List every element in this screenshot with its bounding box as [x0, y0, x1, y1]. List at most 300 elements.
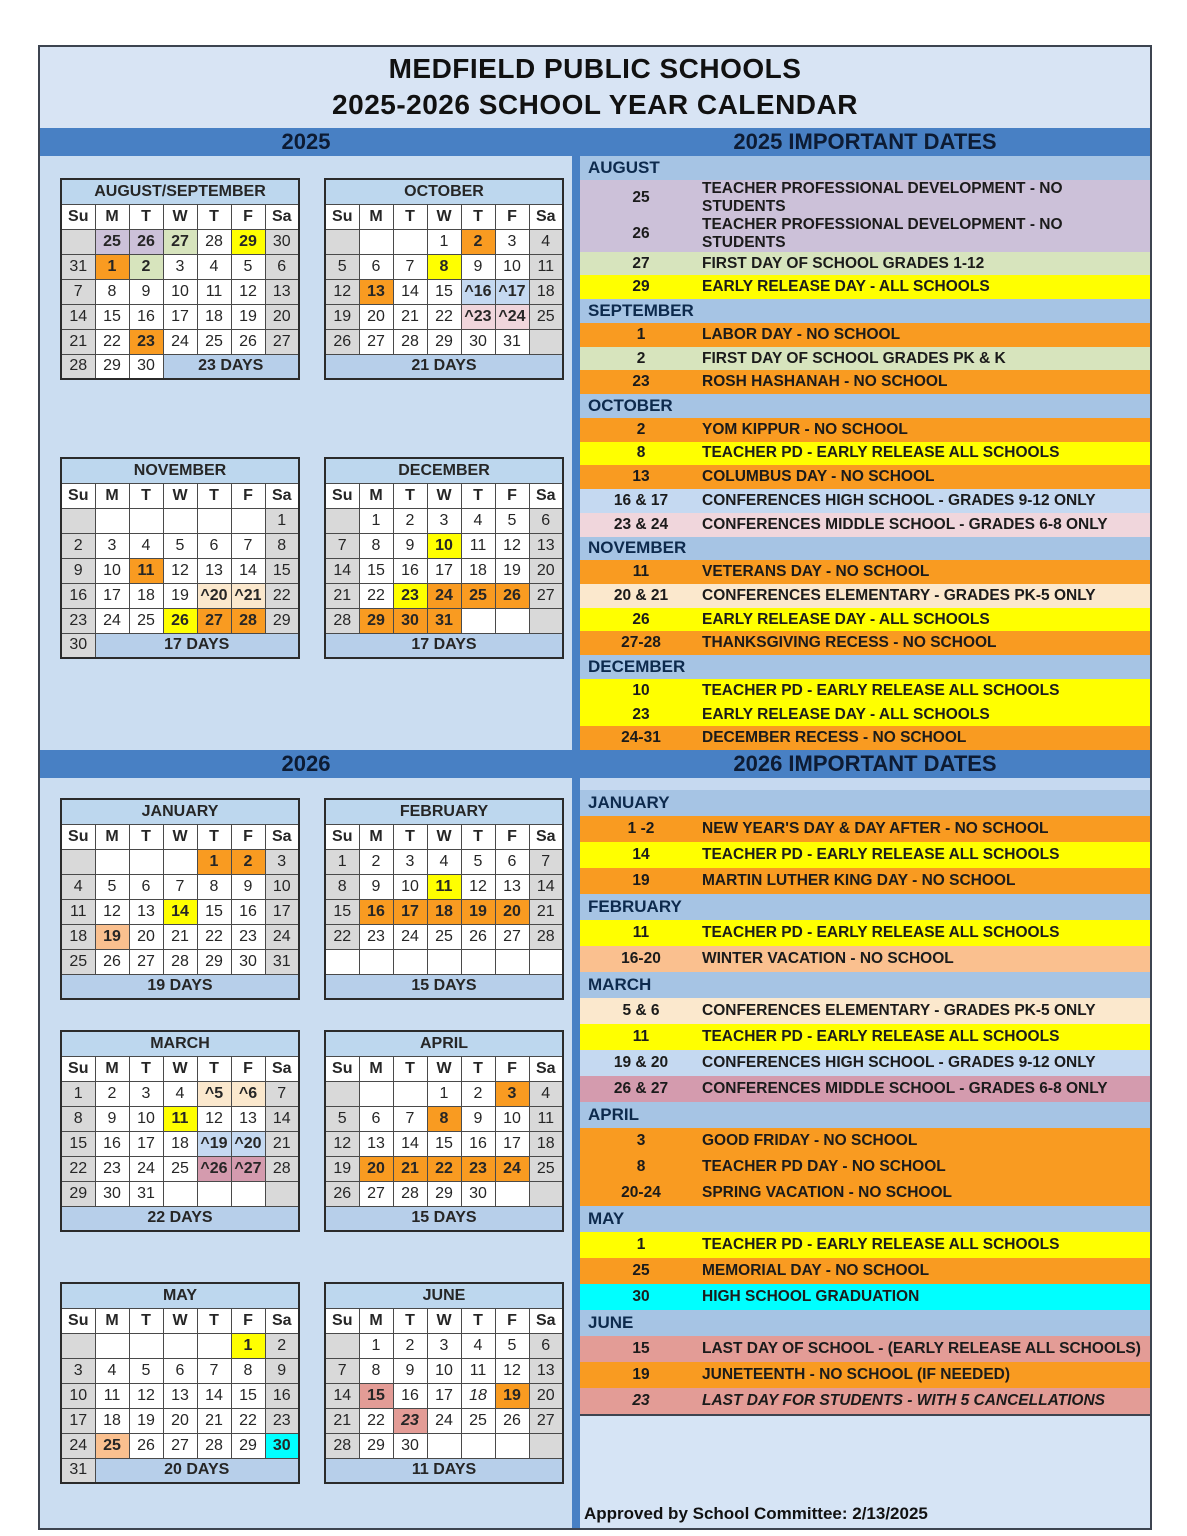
day-of-week-header: F	[231, 204, 265, 229]
day-of-week-header: W	[163, 824, 197, 849]
date-value: 13	[632, 468, 650, 486]
date-value: 11	[632, 924, 650, 941]
day-cell: 22	[427, 1156, 461, 1181]
important-date-row	[580, 1024, 1150, 1050]
month-title: AUGUST/SEPTEMBER	[61, 179, 299, 204]
day-of-week-header: F	[231, 1056, 265, 1081]
day-cell	[163, 508, 197, 533]
day-of-week-header: M	[95, 204, 129, 229]
important-date-row	[580, 998, 1150, 1024]
date-value: 24-31	[621, 729, 661, 747]
day-cell: 23	[393, 1408, 427, 1433]
day-cell: 18	[529, 1131, 563, 1156]
calendar-row	[40, 1282, 572, 1484]
day-of-week-header: T	[393, 204, 427, 229]
day-cell: 28	[197, 1433, 231, 1458]
day-cell: 10	[495, 254, 529, 279]
day-cell: 19	[163, 583, 197, 608]
date-value: 23	[632, 705, 650, 723]
day-cell: 9	[359, 874, 393, 899]
day-cell	[95, 1333, 129, 1358]
day-cell: 7	[393, 254, 427, 279]
day-cell: 12	[197, 1106, 231, 1131]
day-cell: 31	[61, 1458, 95, 1483]
day-cell	[495, 1181, 529, 1206]
day-cell: 11	[163, 1106, 197, 1131]
day-cell: 1	[325, 849, 359, 874]
day-cell: 2	[61, 533, 95, 558]
day-cell: 6	[265, 254, 299, 279]
dates-month-header: AUGUST	[580, 156, 1150, 180]
day-cell: 8	[427, 254, 461, 279]
day-cell: 14	[197, 1383, 231, 1408]
day-cell: 25	[529, 1156, 563, 1181]
year-2025-label: 2025	[281, 129, 331, 154]
important-date-row	[580, 216, 1150, 252]
empty-area	[580, 1414, 1150, 1498]
day-of-week-header: Su	[61, 1056, 95, 1081]
important-date-row	[580, 347, 1150, 371]
month-total-days: 19 DAYS	[61, 974, 299, 999]
day-cell: 28	[197, 229, 231, 254]
day-cell	[529, 949, 563, 974]
day-cell: 1	[231, 1333, 265, 1358]
day-cell	[495, 608, 529, 633]
day-cell: 21	[393, 304, 427, 329]
important-date-row	[580, 1388, 1150, 1414]
day-cell: 16	[129, 304, 163, 329]
day-cell	[61, 849, 95, 874]
day-cell: 8	[265, 533, 299, 558]
day-cell: 23	[61, 608, 95, 633]
event-label: DECEMBER RECESS - NO SCHOOL	[702, 729, 967, 747]
day-cell: 24	[265, 924, 299, 949]
day-cell: ^19	[197, 1131, 231, 1156]
day-cell: 13	[359, 1131, 393, 1156]
day-cell: 9	[393, 1358, 427, 1383]
day-of-week-header: T	[461, 1308, 495, 1333]
day-of-week-header: F	[231, 824, 265, 849]
month-title: FEBRUARY	[325, 799, 563, 824]
event-label: JUNETEENTH - NO SCHOOL (IF NEEDED)	[702, 1366, 1011, 1383]
day-cell: 22	[95, 329, 129, 354]
day-cell: 29	[197, 949, 231, 974]
day-cell: 31	[61, 254, 95, 279]
dates-month-header: MARCH	[580, 972, 1150, 998]
day-cell: 7	[325, 533, 359, 558]
date-value: 1	[636, 1236, 646, 1253]
day-of-week-header: Sa	[529, 204, 563, 229]
calendars-2026-panel	[40, 778, 572, 1528]
day-cell: 4	[461, 508, 495, 533]
day-cell: 21	[393, 1156, 427, 1181]
day-of-week-header: W	[163, 1056, 197, 1081]
day-cell: ^17	[495, 279, 529, 304]
day-cell: 28	[61, 354, 95, 379]
event-label: TEACHER PD DAY - NO SCHOOL	[702, 1158, 946, 1175]
day-cell: 3	[495, 229, 529, 254]
day-cell: 7	[393, 1106, 427, 1131]
divider	[572, 750, 580, 778]
day-cell: 26	[129, 1433, 163, 1458]
day-cell: 29	[427, 1181, 461, 1206]
day-cell: 5	[461, 849, 495, 874]
day-cell: 11	[427, 874, 461, 899]
date-value: 3	[636, 1132, 646, 1149]
day-cell: 8	[197, 874, 231, 899]
day-cell: 8	[231, 1358, 265, 1383]
day-cell: 12	[231, 279, 265, 304]
event-label: SPRING VACATION - NO SCHOOL	[702, 1184, 953, 1201]
day-cell: 7	[163, 874, 197, 899]
day-cell: 27	[529, 1408, 563, 1433]
day-cell: 3	[427, 1333, 461, 1358]
section-header-2025	[40, 128, 1150, 156]
day-cell: 2	[265, 1333, 299, 1358]
date-value: 26 & 27	[613, 1080, 669, 1097]
divider	[572, 128, 580, 156]
day-cell: 8	[359, 1358, 393, 1383]
day-cell: 4	[461, 1333, 495, 1358]
day-cell: 7	[529, 849, 563, 874]
day-of-week-header: F	[495, 204, 529, 229]
date-value: 23	[632, 373, 650, 391]
day-cell	[325, 1081, 359, 1106]
day-cell: 29	[359, 608, 393, 633]
date-value: 10	[632, 681, 650, 699]
day-of-week-header: T	[129, 824, 163, 849]
day-cell: 23	[461, 1156, 495, 1181]
month-title: DECEMBER	[325, 458, 563, 483]
day-cell: 17	[427, 558, 461, 583]
day-cell: 26	[325, 1181, 359, 1206]
day-cell: 27	[197, 608, 231, 633]
day-cell: 5	[231, 254, 265, 279]
date-value: 1 -2	[627, 820, 655, 837]
day-cell: 7	[231, 533, 265, 558]
event-label: TEACHER PD - EARLY RELEASE ALL SCHOOLS	[702, 681, 1060, 699]
day-cell: 7	[265, 1081, 299, 1106]
day-cell: 15	[265, 558, 299, 583]
day-cell	[495, 949, 529, 974]
calendar-year-title: 2025-2026 SCHOOL YEAR CALENDAR	[332, 89, 858, 120]
month-total-days: 21 DAYS	[325, 354, 563, 379]
day-of-week-header: T	[129, 1056, 163, 1081]
day-cell: 15	[427, 279, 461, 304]
month-title: NOVEMBER	[61, 458, 299, 483]
day-cell: 14	[325, 558, 359, 583]
day-cell	[163, 849, 197, 874]
important-date-row	[580, 1362, 1150, 1388]
day-cell: 29	[231, 229, 265, 254]
event-label: TEACHER PROFESSIONAL DEVELOPMENT - NO STUDENTS	[702, 179, 1063, 215]
day-cell	[529, 1181, 563, 1206]
day-cell: 7	[61, 279, 95, 304]
day-of-week-header: Su	[61, 824, 95, 849]
calendar-may	[60, 1282, 300, 1484]
day-cell: 2	[231, 849, 265, 874]
important-date-row	[580, 679, 1150, 703]
day-cell: 20	[163, 1408, 197, 1433]
day-cell: 2	[393, 1333, 427, 1358]
day-cell: 11	[197, 279, 231, 304]
date-value: 19 & 20	[613, 1054, 669, 1071]
important-date-row	[580, 608, 1150, 632]
event-label: TEACHER PD - EARLY RELEASE ALL SCHOOLS	[702, 1236, 1060, 1253]
day-cell: 6	[495, 849, 529, 874]
divider	[572, 156, 580, 750]
day-cell: 11	[529, 1106, 563, 1131]
day-cell: 8	[61, 1106, 95, 1131]
date-value: 5 & 6	[622, 1002, 660, 1019]
day-cell: 18	[95, 1408, 129, 1433]
month-total-days: 22 DAYS	[61, 1206, 299, 1231]
month-title: JUNE	[325, 1283, 563, 1308]
day-of-week-header: T	[461, 824, 495, 849]
day-cell: 22	[325, 924, 359, 949]
day-cell: 17	[129, 1131, 163, 1156]
day-cell: 21	[325, 1408, 359, 1433]
day-cell: 18	[197, 304, 231, 329]
date-value: 26	[632, 610, 650, 628]
day-cell	[427, 949, 461, 974]
event-label: CONFERENCES MIDDLE SCHOOL - GRADES 6-8 ONLY	[702, 515, 1108, 533]
day-cell: 12	[325, 279, 359, 304]
day-cell: 31	[427, 608, 461, 633]
day-cell: 30	[95, 1181, 129, 1206]
day-of-week-header: T	[197, 1056, 231, 1081]
event-label: EARLY RELEASE DAY - ALL SCHOOLS	[702, 705, 990, 723]
day-of-week-header: M	[359, 824, 393, 849]
day-cell: 14	[265, 1106, 299, 1131]
day-cell: 11	[61, 899, 95, 924]
day-cell: 19	[95, 924, 129, 949]
day-of-week-header: T	[461, 483, 495, 508]
day-cell: 26	[495, 583, 529, 608]
important-date-row	[580, 920, 1150, 946]
calendar-february	[324, 798, 564, 1000]
date-value: 25	[632, 188, 650, 206]
calendar-november	[60, 457, 300, 659]
day-cell: 9	[61, 558, 95, 583]
day-cell: 13	[129, 899, 163, 924]
day-cell: 27	[359, 329, 393, 354]
date-value: 2	[636, 420, 646, 438]
day-cell: 4	[529, 229, 563, 254]
day-cell: 1	[427, 229, 461, 254]
event-label: EARLY RELEASE DAY - ALL SCHOOLS	[702, 278, 990, 296]
spacer-row	[580, 778, 1150, 790]
day-cell	[359, 949, 393, 974]
event-label: MARTIN LUTHER KING DAY - NO SCHOOL	[702, 872, 1016, 889]
day-cell: 24	[61, 1433, 95, 1458]
date-value: 16-20	[621, 950, 661, 967]
day-cell: 29	[95, 354, 129, 379]
day-of-week-header: F	[495, 483, 529, 508]
month-total-days: 11 DAYS	[325, 1458, 563, 1483]
month-total-days: 15 DAYS	[325, 1206, 563, 1231]
day-cell: 10	[427, 1358, 461, 1383]
day-cell: 30	[265, 1433, 299, 1458]
important-date-row	[580, 442, 1150, 466]
day-cell: 30	[461, 1181, 495, 1206]
day-cell	[495, 1433, 529, 1458]
day-cell: 1	[359, 508, 393, 533]
day-cell: 25	[427, 924, 461, 949]
date-value: 29	[632, 278, 650, 296]
day-cell: 3	[129, 1081, 163, 1106]
important-date-row	[580, 465, 1150, 489]
date-value: 19	[632, 872, 650, 889]
day-of-week-header: T	[461, 1056, 495, 1081]
day-cell: 17	[265, 899, 299, 924]
day-cell: 2	[461, 229, 495, 254]
day-cell: 30	[393, 608, 427, 633]
day-cell: 3	[95, 533, 129, 558]
day-cell: 16	[461, 1131, 495, 1156]
month-total-days: 15 DAYS	[325, 974, 563, 999]
day-of-week-header: Sa	[265, 1056, 299, 1081]
important-date-row	[580, 275, 1150, 299]
day-cell: 23	[129, 329, 163, 354]
day-cell: 30	[461, 329, 495, 354]
day-cell: 27	[495, 924, 529, 949]
day-cell: 8	[427, 1106, 461, 1131]
date-value: 15	[632, 1340, 650, 1357]
day-cell: 27	[129, 949, 163, 974]
day-of-week-header: F	[495, 1308, 529, 1333]
day-cell: 3	[163, 254, 197, 279]
important-dates-2026-label: 2026 IMPORTANT DATES	[733, 751, 997, 776]
day-cell: 3	[393, 849, 427, 874]
day-cell: 31	[495, 329, 529, 354]
day-cell	[129, 1333, 163, 1358]
day-cell: 2	[393, 508, 427, 533]
day-cell: 9	[129, 279, 163, 304]
day-cell: 28	[325, 608, 359, 633]
day-cell: 5	[325, 254, 359, 279]
day-cell: ^20	[231, 1131, 265, 1156]
important-date-row	[580, 726, 1150, 750]
day-cell: 2	[359, 849, 393, 874]
date-value: 11	[632, 563, 650, 581]
calendar-june	[324, 1282, 564, 1484]
day-cell: 9	[461, 1106, 495, 1131]
day-cell: 15	[95, 304, 129, 329]
day-of-week-header: W	[427, 1308, 461, 1333]
important-date-row	[580, 1128, 1150, 1154]
day-cell: 10	[129, 1106, 163, 1131]
day-cell: 25	[163, 1156, 197, 1181]
day-cell: 10	[61, 1383, 95, 1408]
day-cell: 11	[461, 1358, 495, 1383]
month-title: APRIL	[325, 1031, 563, 1056]
day-cell: 16	[61, 583, 95, 608]
date-value: 25	[632, 1262, 650, 1279]
day-cell: 9	[393, 533, 427, 558]
day-cell: 29	[265, 608, 299, 633]
important-date-row	[580, 1336, 1150, 1362]
day-cell: ^20	[197, 583, 231, 608]
day-cell: 8	[325, 874, 359, 899]
day-of-week-header: M	[359, 483, 393, 508]
day-cell: 7	[325, 1358, 359, 1383]
day-of-week-header: T	[393, 483, 427, 508]
important-date-row	[580, 418, 1150, 442]
day-cell: 19	[325, 304, 359, 329]
body-2026	[40, 778, 1150, 1528]
day-cell: 29	[359, 1433, 393, 1458]
day-cell: 6	[529, 508, 563, 533]
day-of-week-header: Sa	[529, 1056, 563, 1081]
day-cell: 4	[163, 1081, 197, 1106]
day-cell: 12	[325, 1131, 359, 1156]
day-cell	[197, 1333, 231, 1358]
calendars-2025-panel	[40, 156, 572, 750]
day-cell: 8	[95, 279, 129, 304]
event-label: HIGH SCHOOL GRADUATION	[702, 1288, 920, 1305]
day-cell: 15	[427, 1131, 461, 1156]
day-cell	[461, 949, 495, 974]
important-date-row	[580, 1180, 1150, 1206]
important-date-row	[580, 584, 1150, 608]
day-cell: 20	[359, 1156, 393, 1181]
day-cell: 28	[393, 1181, 427, 1206]
day-cell: 22	[197, 924, 231, 949]
title-block	[40, 47, 1150, 128]
day-cell: 3	[495, 1081, 529, 1106]
day-cell: 10	[95, 558, 129, 583]
day-of-week-header: W	[427, 483, 461, 508]
date-value: 19	[632, 1366, 650, 1383]
day-cell	[393, 949, 427, 974]
event-label: VETERANS DAY - NO SCHOOL	[702, 563, 930, 581]
day-cell	[529, 608, 563, 633]
day-cell: 14	[231, 558, 265, 583]
day-of-week-header: W	[427, 204, 461, 229]
day-cell: 22	[359, 583, 393, 608]
day-of-week-header: Su	[61, 483, 95, 508]
day-cell: 13	[197, 558, 231, 583]
day-of-week-header: M	[95, 1056, 129, 1081]
date-value: 27-28	[621, 634, 661, 652]
month-total-days: 20 DAYS	[95, 1458, 299, 1483]
event-label: EARLY RELEASE DAY - ALL SCHOOLS	[702, 610, 990, 628]
day-of-week-header: F	[231, 483, 265, 508]
important-date-row	[580, 1154, 1150, 1180]
important-date-row	[580, 323, 1150, 347]
day-cell: 12	[495, 1358, 529, 1383]
day-cell: 11	[529, 254, 563, 279]
calendar-row	[40, 457, 572, 659]
day-cell: 12	[461, 874, 495, 899]
day-cell: 12	[95, 899, 129, 924]
day-of-week-header: Sa	[529, 483, 563, 508]
day-cell: ^6	[231, 1081, 265, 1106]
day-cell	[359, 1081, 393, 1106]
event-label: TEACHER PD - EARLY RELEASE ALL SCHOOLS	[702, 924, 1060, 941]
day-cell: 23	[359, 924, 393, 949]
day-of-week-header: T	[197, 824, 231, 849]
day-cell: 6	[197, 533, 231, 558]
day-of-week-header: Su	[325, 483, 359, 508]
day-cell: 13	[495, 874, 529, 899]
day-cell: 19	[231, 304, 265, 329]
dates-month-header: APRIL	[580, 1102, 1150, 1128]
day-cell: 21	[163, 924, 197, 949]
day-cell: 24	[393, 924, 427, 949]
date-value: 1	[636, 325, 646, 343]
